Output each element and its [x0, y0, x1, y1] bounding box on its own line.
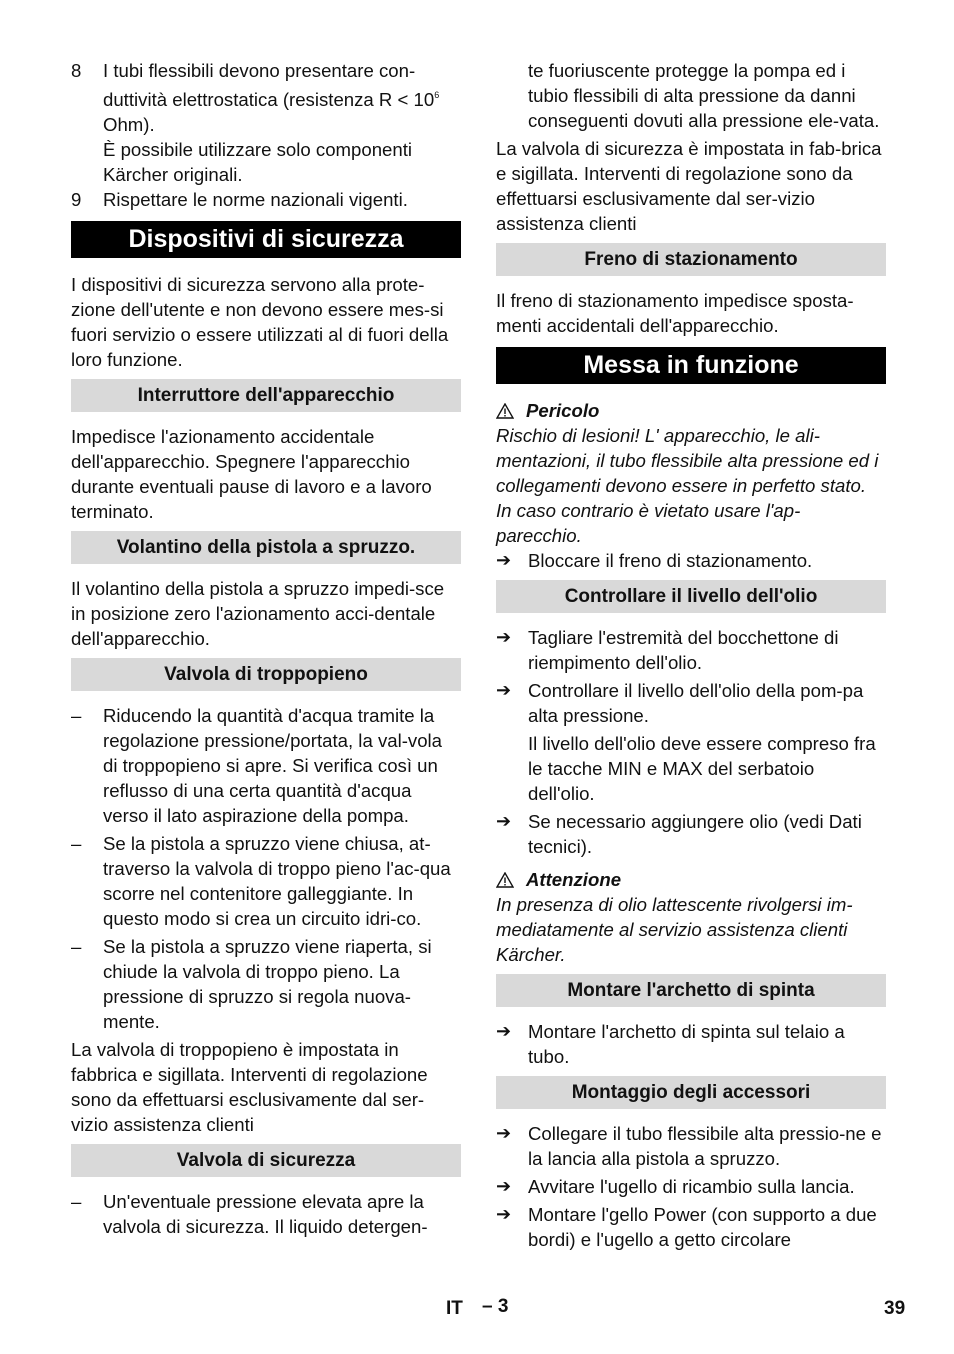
arrow-right-icon: ➔ — [496, 1021, 512, 1041]
subheading-olio: Controllare il livello dell'olio — [496, 580, 886, 613]
left-column — [71, 58, 461, 1239]
subheading-accessori: Montaggio degli accessori — [496, 1076, 886, 1109]
step-item: ➔ Avvitare l'ugello di ricambio sulla lancia. — [496, 1176, 855, 1197]
dash-bullet: – — [71, 705, 82, 726]
arrow-right-icon: ➔ — [496, 680, 512, 700]
arrow-right-icon: ➔ — [496, 1204, 512, 1224]
paragraph: La valvola di troppopieno è impostata in fabbrica e sigillata. Interventi di regolazione sono da effettuarsi esclusivamente dal ser-vizio assistenza clienti — [71, 1039, 428, 1135]
list-number: 8 — [71, 60, 82, 81]
subheading-valvola-sicurezza: Valvola di sicurezza — [71, 1144, 461, 1177]
warning-triangle-icon — [496, 403, 514, 419]
continued-text: te fuoriuscente protegge la pompa ed i tubio flessibili di alta pressione da danni conseguenti dovuti alla pressione ele-vata. — [528, 60, 880, 131]
step-item: ➔ Controllare il livello dell'olio della pom-pa alta pressione. — [496, 680, 864, 726]
paragraph: I dispositivi di sicurezza servono alla prote-zione dell'utente e non devono essere mes-si fuori servizio o essere utilizzati al di fuori della loro funzione. — [71, 274, 449, 370]
subheading-troppopieno: Valvola di troppopieno — [71, 658, 461, 691]
subheading-archetto: Montare l'archetto di spinta — [496, 974, 886, 1007]
arrow-right-icon: ➔ — [496, 550, 512, 570]
footer-language: IT — [446, 1298, 463, 1319]
paragraph: Il freno di stazionamento impedisce sposta-menti accidentali dell'apparecchio. — [496, 290, 854, 336]
list-subtext: È possibile utilizzare solo componenti Kärcher originali. — [103, 139, 413, 185]
section-heading-dispositivi: Dispositivi di sicurezza — [71, 221, 461, 258]
page-number: 39 — [884, 1298, 906, 1319]
list-text: Rispettare le norme nazionali vigenti. — [103, 189, 408, 210]
warning-text: Rischio di lesioni! L' apparecchio, le ali-mentazioni, il tubo flessibile alta pressione ed i collegamenti devono essere in perfetto stato. In caso contrario è vietato usare l'ap-parecchio. — [496, 425, 879, 546]
step-item: ➔ Tagliare l'estremità del bocchettone di riempimento dell'olio. — [496, 627, 839, 673]
warning-label: Pericolo — [496, 398, 886, 423]
superscript: 6 — [434, 90, 440, 100]
list-text: I tubi flessibili devono presentare con-duttività elettrostatica (resistenza R < 10 — [103, 60, 435, 110]
dash-list-item: – Se la pistola a spruzzo viene chiusa, at-traverso la valvola di troppo pieno l'ac-qua scorre nel contenitore galleggiante. In questo modo si crea un circuito idri-co. — [71, 833, 451, 929]
dash-bullet: – — [71, 936, 82, 957]
arrow-right-icon: ➔ — [496, 1123, 512, 1143]
list-number: 9 — [71, 189, 82, 210]
dash-bullet: – — [71, 833, 82, 854]
arrow-right-icon: ➔ — [496, 811, 512, 831]
warning-label: Attenzione — [496, 867, 886, 892]
dash-list-item: – Riducendo la quantità d'acqua tramite la regolazione pressione/portata, la val-vola di troppopieno si apre. Si verifica così un reflusso di una certa quantità d'acqua verso il lato aspirazione della pompa. — [71, 705, 443, 826]
arrow-right-icon: ➔ — [496, 627, 512, 647]
dash-bullet: – — [71, 1191, 82, 1212]
subheading-freno: Freno di stazionamento — [496, 243, 886, 276]
paragraph: La valvola di sicurezza è impostata in fab-brica e sigillata. Interventi di regolazione sono da effettuarsi esclusivamente dal ser-vizio assistenza clienti — [496, 138, 882, 234]
paragraph: Impedisce l'azionamento accidentale dell'apparecchio. Spegnere l'apparecchio durante eventuali pause di lavoro e a lavoro terminato. — [71, 426, 432, 522]
section-heading-messa: Messa in funzione — [496, 347, 886, 384]
step-item: ➔ Montare l'gello Power (con supporto a due bordi) e l'ugello a getto circolare — [496, 1204, 877, 1250]
step-item: ➔ Montare l'archetto di spinta sul telaio a tubo. — [496, 1021, 845, 1067]
step-note: Il livello dell'olio deve essere compreso fra le tacche MIN e MAX del serbatoio dell'olio. — [528, 733, 876, 804]
subheading-interruttore: Interruttore dell'apparecchio — [71, 379, 461, 412]
dash-list-item: – Se la pistola a spruzzo viene riaperta, si chiude la valvola di troppo pieno. La pressione di spruzzo si regola nuova-mente. — [71, 936, 432, 1032]
warning-text: In presenza di olio lattescente rivolgersi im-mediatamente al servizio assistenza clienti Kärcher. — [496, 894, 853, 965]
warning-triangle-icon — [496, 872, 514, 888]
dash-list-item: – Un'eventuale pressione elevata apre la valvola di sicurezza. Il liquido detergen- — [71, 1191, 428, 1237]
step-item: ➔ Se necessario aggiungere olio (vedi Dati tecnici). — [496, 811, 862, 857]
list-item — [71, 187, 461, 212]
list-item: 8 I tubi flessibili devono presentare con-duttività elettrostatica (resistenza $R < 10^6$ Ohm). — [71, 60, 440, 135]
step-item: ➔ Bloccare il freno di stazionamento. — [496, 550, 813, 571]
step-item: ➔ Collegare il tubo flessibile alta pressio-ne e la lancia alla pistola a spruzzo. — [496, 1123, 882, 1169]
paragraph: Il volantino della pistola a spruzzo impedi-sce in posizione zero l'azionamento acci-dentale dell'apparecchio. — [71, 578, 445, 649]
footer-section: – 3 — [482, 1296, 509, 1317]
subheading-volantino: Volantino della pistola a spruzzo. — [71, 531, 461, 564]
right-column — [496, 58, 886, 1252]
arrow-right-icon: ➔ — [496, 1176, 512, 1196]
